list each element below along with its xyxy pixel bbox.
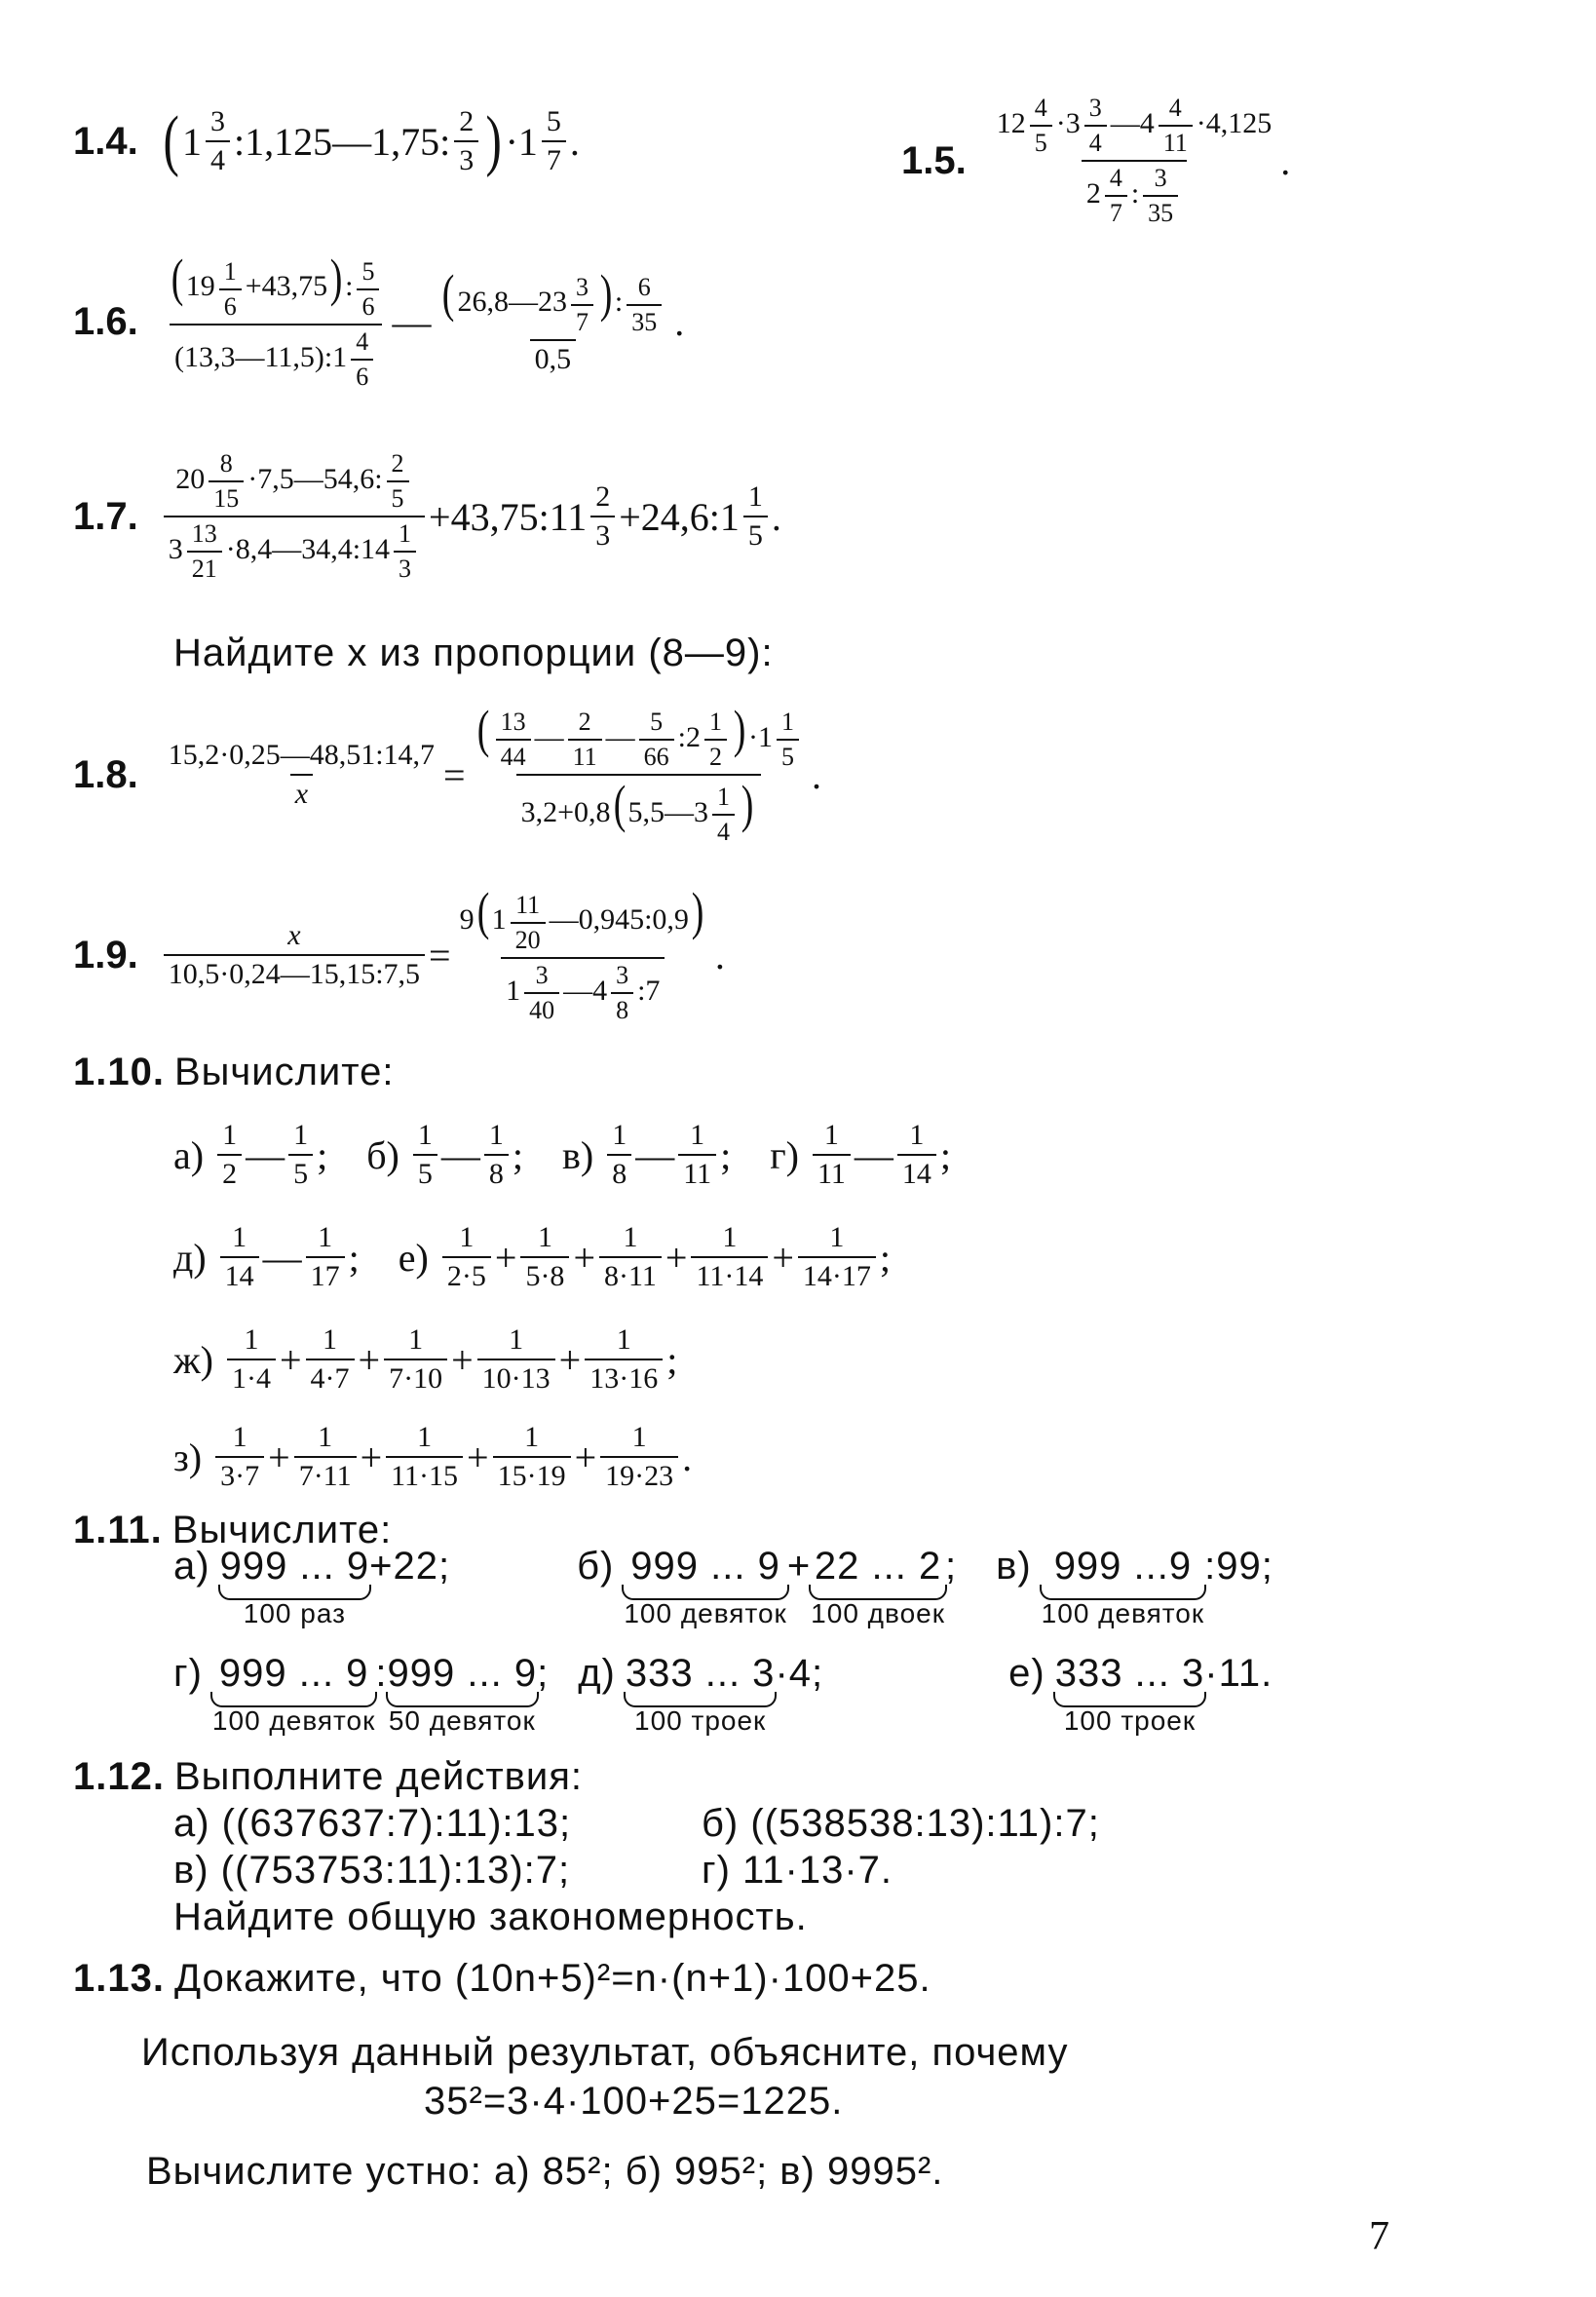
problem-1-13-line-4: Вычислите устно: а) 85²; б) 995²; в) 9995². — [146, 2149, 944, 2193]
problem-1-12-v: в) ((753753:11):13):7; — [173, 1848, 571, 1892]
problem-1-5: 1.5. 12 $\frac{4}{5}$ ·3 $\frac{3}{4}$ —4 $\frac{4}{11}$ ·4,125 2 $\frac{4}{7}$ : $\frac{3}{35}$ . — [901, 94, 1291, 227]
problem-1-7: 1.7. 20 $\frac{8}{15}$ ·7,5—54,6: $\frac{2}{5}$ 3 $\frac{13}{21}$ ·8,4—34,4:14 $\frac{1}{3}$ +43,75:11 $\frac{2}{3}$ +24,6:1 $\frac{1}{5}$ . — [73, 449, 781, 583]
problem-number: 1.9. — [73, 933, 138, 976]
problem-1-8: 1.8. $\frac{15,2\cdot 0,25—48,51:14,7}{x}$ = ( $\frac{13}{44}$ — $\frac{2}{11}$ — $\frac{5}{66}$ :2 $\frac{1}{2}$ )·1 $\frac{1}{5}$ 3,2+0,8(5,5—3 $\frac{1}{4}$ ) . — [73, 699, 821, 847]
problem-1-10-row-3: ж) $\frac{1}{1\cdot 4}$ + $\frac{1}{4\cdot 7}$ + $\frac{1}{7\cdot 10}$ + $\frac{1}{10\cdot 13}$ + $\frac{1}{13\cdot 16}$ ; — [173, 1323, 678, 1395]
problem-number: 1.4. — [73, 119, 138, 163]
problem-1-12-a: а) ((637637:7):11):13; — [173, 1801, 572, 1845]
problem-1-13 — [73, 1949, 931, 2008]
problem-number: 1.13. — [73, 1956, 165, 2000]
problem-1-11-row-2: г) 999 ... 9 100 девяток : 999 ... 9 50 девяток ; д) 333 ... 3 100 троек ·4; е) 333 ... 3 100 троек ·11. — [173, 1652, 1273, 1736]
problem-number: 1.6. — [73, 299, 138, 343]
problem-text: Докажите, что (10n+5)²=n·(n+1)·100+25. — [173, 1956, 931, 2000]
problem-text: Выполните действия: — [173, 1754, 584, 1798]
problem-1-4: 1.4. ( 1 $\frac{3}{4}$ :1,125—1,75: $\frac{2}{3}$ ) ·1 $\frac{5}{7}$ . — [73, 103, 580, 178]
problem-number: 1.11. — [73, 1508, 163, 1551]
problem-number: 1.8. — [73, 752, 138, 796]
problem-1-12-b: б) ((538538:13):11):7; — [702, 1801, 1100, 1845]
problem-1-12-note: Найдите общую закономерность. — [173, 1895, 808, 1938]
problem-1-12-g: г) 11·13·7. — [702, 1848, 893, 1892]
proportion-heading: Найдите x из пропорции (8—9): — [173, 631, 774, 674]
problem-1-11-row-1: а) 999 ... 9 100 раз +22; б) 999 ... 9 100 девяток + 22 ... 2 100 двоек ; в) 999 ...9 100 девяток :99; — [173, 1545, 1273, 1628]
problem-text: Вычислите: — [173, 1050, 395, 1093]
problem-text: Вычислите: — [171, 1508, 393, 1551]
problem-1-10-row-4: з) $\frac{1}{3\cdot 7}$ + $\frac{1}{7\cdot 11}$ + $\frac{1}{11\cdot 15}$ + $\frac{1}{15\cdot 19}$ + $\frac{1}{19\cdot 23}$ . — [173, 1421, 693, 1492]
problem-1-10 — [73, 1043, 395, 1101]
page-number: 7 — [1369, 2214, 1389, 2259]
problem-1-10-row-1: а) $\frac{1}{2}$ — $\frac{1}{5}$ ; б) $\frac{1}{5}$ — $\frac{1}{8}$ ; в) $\frac{1}{8}$ — $\frac{1}{11}$ ; г) $\frac{1}{11}$ — $\frac{1}{14}$ ; — [173, 1119, 951, 1190]
problem-1-13-line-2: Используя данный результат, объясните, почему — [141, 2030, 1069, 2074]
problem-number: 1.10. — [73, 1050, 165, 1093]
problem-1-10-row-2: д) $\frac{1}{14}$ — $\frac{1}{17}$ ; е) $\frac{1}{2\cdot 5}$ + $\frac{1}{5\cdot 8}$ + $\frac{1}{8\cdot 11}$ + $\frac{1}{11\cdot 14}$ + $\frac{1}{14\cdot 17}$ ; — [173, 1221, 892, 1292]
problem-number: 1.12. — [73, 1754, 165, 1798]
problem-number: 1.5. — [901, 138, 967, 182]
problem-number: 1.7. — [73, 494, 138, 538]
problem-1-9: 1.9. $\frac{x}{10,5\cdot 0,24—15,15:7,5}$ = 9(1 $\frac{11}{20}$ —0,945:0,9) 1 $\frac{3}{40}$ —4 $\frac{3}{8}$ :7 . — [73, 882, 725, 1024]
problem-1-13-line-3: 35²=3·4·100+25=1225. — [424, 2079, 844, 2123]
problem-1-6: 1.6. (19 $\frac{1}{6}$ +43,75): $\frac{5}{6}$ (13,3—11,5):1 $\frac{4}{6}$ — (26,8—23 $\frac{3}{7}$ ): $\frac{6}{35}$ 0,5 . — [73, 249, 685, 391]
